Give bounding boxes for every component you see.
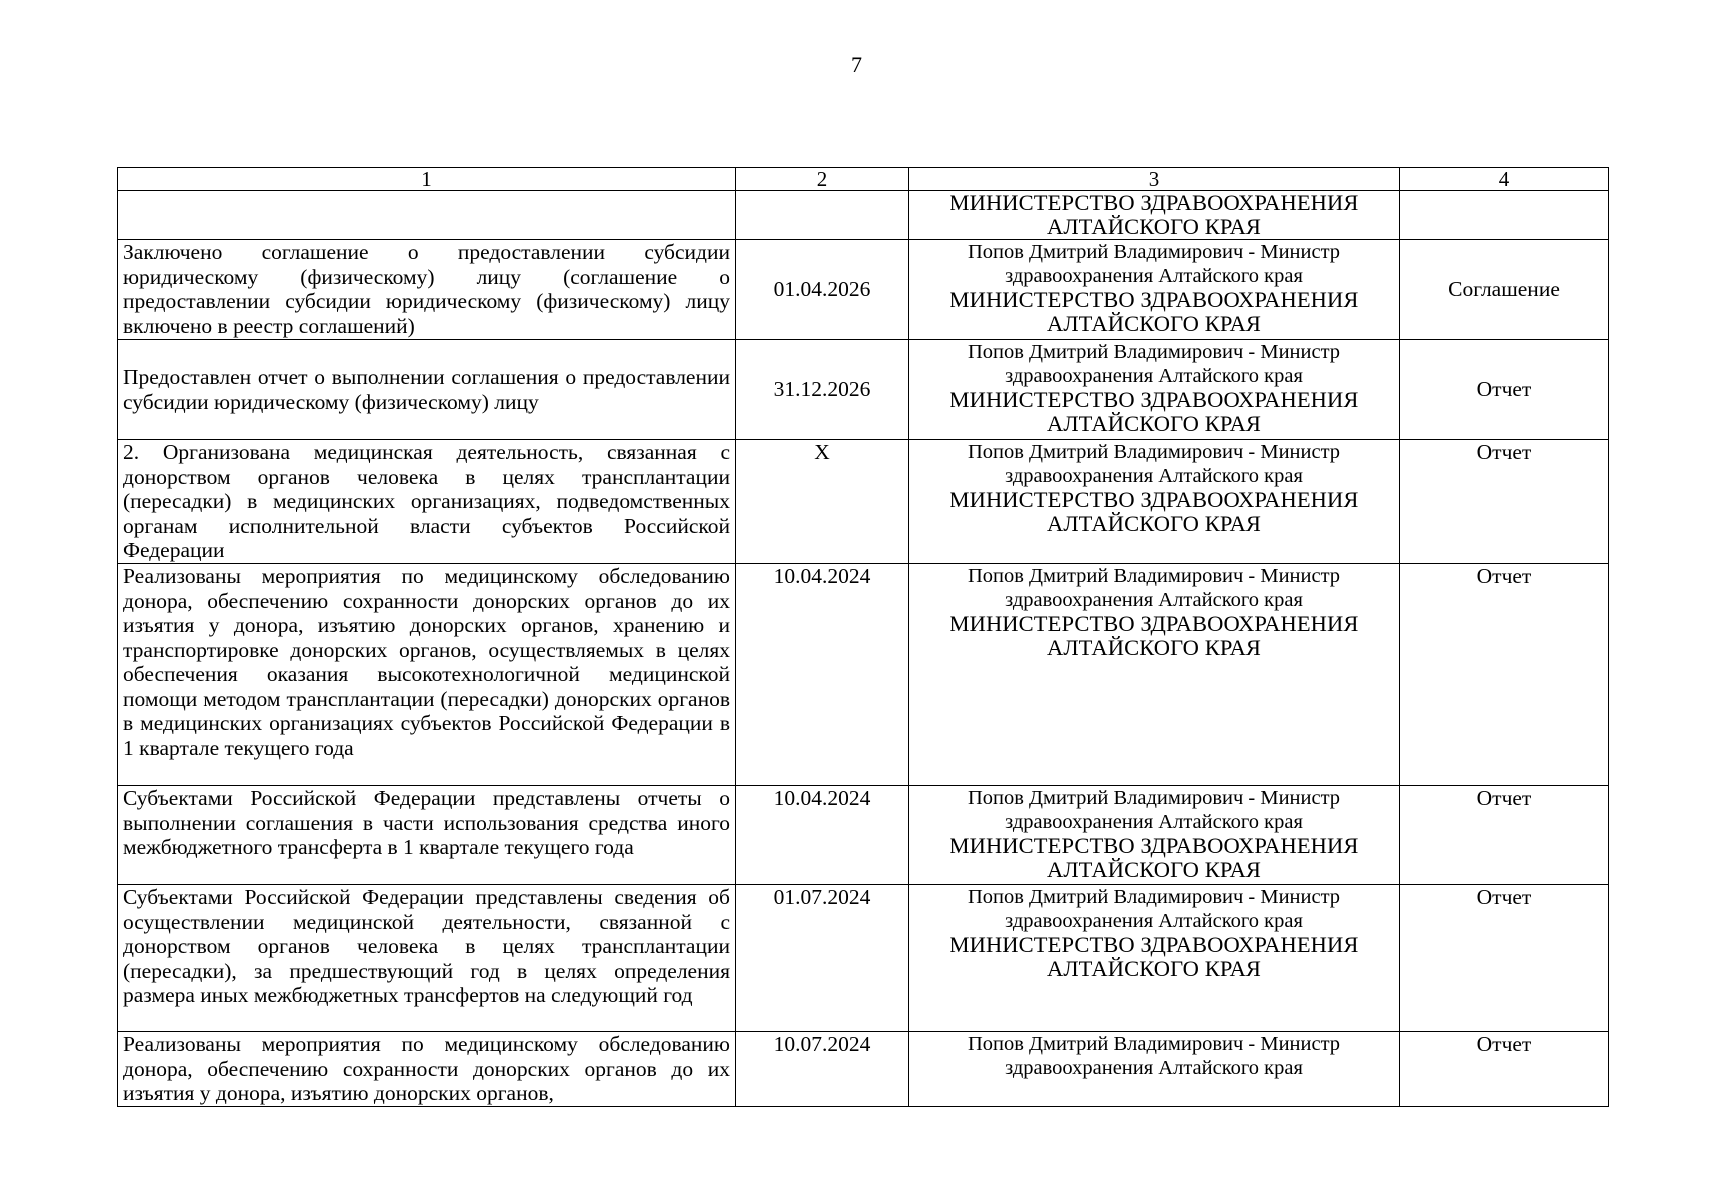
table-row xyxy=(118,340,1609,440)
responsible-organization: МИНИСТЕРСТВО ЗДРАВООХРАНЕНИЯ АЛТАЙСКОГО КРАЯ xyxy=(949,287,1359,336)
table-row xyxy=(118,786,1609,885)
date-cell: 01.04.2026 xyxy=(736,240,909,340)
responsible-organization: МИНИСТЕРСТВО ЗДРАВООХРАНЕНИЯ АЛТАЙСКОГО КРАЯ xyxy=(949,190,1359,239)
document-cell: Отчет xyxy=(1400,786,1609,885)
responsible-organization: МИНИСТЕРСТВО ЗДРАВООХРАНЕНИЯ АЛТАЙСКОГО КРАЯ xyxy=(949,932,1359,981)
column-header-3: 3 xyxy=(909,168,1400,191)
date-cell: X xyxy=(736,440,909,564)
document-cell xyxy=(1400,191,1609,240)
table-row xyxy=(118,240,1609,340)
responsible-organization: МИНИСТЕРСТВО ЗДРАВООХРАНЕНИЯ АЛТАЙСКОГО КРАЯ xyxy=(949,833,1359,882)
responsible-person: Попов Дмитрий Владимирович - Министр здравоохранения Алтайского края xyxy=(967,241,1341,287)
description-cell xyxy=(118,191,736,240)
description-cell: 2. Организована медицинская деятельность, связанная с донорством органов человека в целях трансплантации (пересадки) в медицинских организациях, подведомственных органам исполнительной власти субъектов Российской Федерации xyxy=(118,440,736,564)
responsible-cell xyxy=(909,786,1400,885)
responsible-cell xyxy=(909,340,1400,440)
responsible-person: Попов Дмитрий Владимирович - Министр здравоохранения Алтайского края xyxy=(967,1033,1341,1079)
responsible-person: Попов Дмитрий Владимирович - Министр здравоохранения Алтайского края xyxy=(967,565,1341,611)
date-cell: 01.07.2024 xyxy=(736,885,909,1032)
page-number: 7 xyxy=(851,52,862,77)
column-header-1: 1 xyxy=(118,168,736,191)
table-header-row xyxy=(118,168,1609,191)
table-row xyxy=(118,564,1609,786)
responsible-person: Попов Дмитрий Владимирович - Министр здравоохранения Алтайского края xyxy=(967,341,1341,387)
responsible-cell xyxy=(909,191,1400,240)
description-cell: Предоставлен отчет о выполнении соглашения о предоставлении субсидии юридическому (физическому) лицу xyxy=(118,340,736,440)
responsible-person: Попов Дмитрий Владимирович - Министр здравоохранения Алтайского края xyxy=(967,441,1341,487)
date-cell: 10.04.2024 xyxy=(736,564,909,786)
responsible-cell xyxy=(909,240,1400,340)
date-cell: 10.04.2024 xyxy=(736,786,909,885)
date-cell: 10.07.2024 xyxy=(736,1032,909,1107)
document-cell: Соглашение xyxy=(1400,240,1609,340)
description-cell: Реализованы мероприятия по медицинскому обследованию донора, обеспечению сохранности донорских органов до их изъятия у донора, изъятию донорских органов, xyxy=(118,1032,736,1107)
document-cell: Отчет xyxy=(1400,1032,1609,1107)
description-cell: Субъектами Российской Федерации представлены сведения об осуществлении медицинской деятельности, связанной с донорством органов человека в целях трансплантации (пересадки), за предшествующий год в целях определения размера иных межбюджетных трансфертов на следующий год xyxy=(118,885,736,1032)
document-cell: Отчет xyxy=(1400,440,1609,564)
responsible-cell xyxy=(909,440,1400,564)
table-row xyxy=(118,885,1609,1032)
table-row xyxy=(118,440,1609,564)
description-cell: Субъектами Российской Федерации представлены отчеты о выполнении соглашения в части использования средства иного межбюджетного трансферта в 1 квартале текущего года xyxy=(118,786,736,885)
document-cell: Отчет xyxy=(1400,340,1609,440)
date-cell: 31.12.2026 xyxy=(736,340,909,440)
date-cell xyxy=(736,191,909,240)
responsible-organization: МИНИСТЕРСТВО ЗДРАВООХРАНЕНИЯ АЛТАЙСКОГО КРАЯ xyxy=(949,611,1359,660)
document-cell: Отчет xyxy=(1400,564,1609,786)
document-cell: Отчет xyxy=(1400,885,1609,1032)
responsible-organization: МИНИСТЕРСТВО ЗДРАВООХРАНЕНИЯ АЛТАЙСКОГО КРАЯ xyxy=(949,387,1359,436)
description-cell: Заключено соглашение о предоставлении субсидии юридическому (физическому) лицу (соглашение о предоставлении субсидии юридическому (физическому) лицу включено в реестр соглашений) xyxy=(118,240,736,340)
plan-table xyxy=(117,167,1609,1107)
responsible-organization: МИНИСТЕРСТВО ЗДРАВООХРАНЕНИЯ АЛТАЙСКОГО КРАЯ xyxy=(949,487,1359,536)
description-cell: Реализованы мероприятия по медицинскому обследованию донора, обеспечению сохранности донорских органов до их изъятия у донора, изъятию донорских органов, хранению и транспортировке донорских органов, осуществляемых в целях обеспечения оказания высокотехнологичной медицинской помощи методом трансплантации (пересадки) донорских органов в медицинских организациях субъектов Российской Федерации в 1 квартале текущего года xyxy=(118,564,736,786)
responsible-cell xyxy=(909,564,1400,786)
column-header-2: 2 xyxy=(736,168,909,191)
table-row xyxy=(118,1032,1609,1107)
responsible-cell xyxy=(909,885,1400,1032)
responsible-person: Попов Дмитрий Владимирович - Министр здравоохранения Алтайского края xyxy=(967,886,1341,932)
column-header-4: 4 xyxy=(1400,168,1609,191)
responsible-person: Попов Дмитрий Владимирович - Министр здравоохранения Алтайского края xyxy=(967,787,1341,833)
responsible-cell xyxy=(909,1032,1400,1107)
table-row xyxy=(118,191,1609,240)
